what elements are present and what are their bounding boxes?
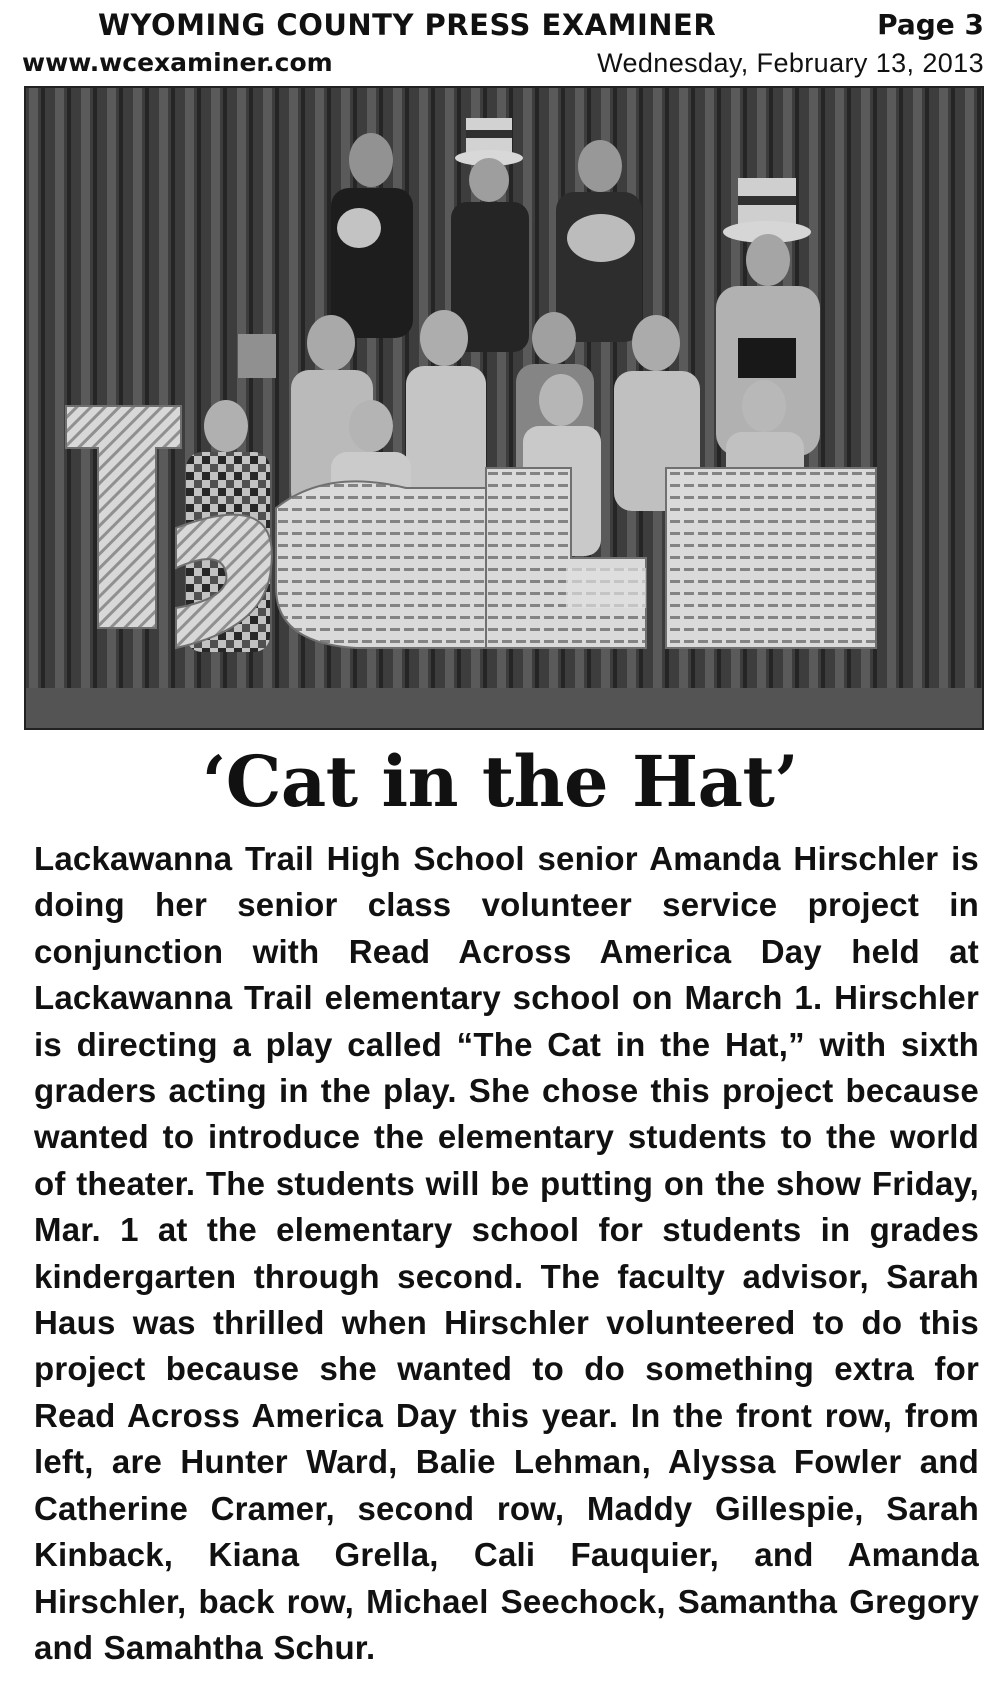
group-photo	[24, 86, 984, 730]
article-caption: Lackawanna Trail High School senior Amanda Hirschler is doing her senior class volunteer service project in conjunction with Read Across America Day held at Lackawanna Trail elementary school on March 1. Hirschler is directing a play called “The Cat in the Hat,” with sixth graders acting in the play. She chose this project because wanted to introduce the elementary students to the world of theater. The students will be putting on the show Friday, Mar. 1 at the elementary school for students in grades kindergarten through second. The faculty advisor, Sarah Haus was thrilled when Hirschler volunteered to do this project because she wanted to do something extra for Read Across America Day this year. In the front row, from left, are Hunter Ward, Balie Lehman, Alyssa Fowler and Catherine Cramer, second row, Maddy Gillespie, Sarah Kinback, Kiana Grella, Cali Fauquier, and Amanda Hirschler, back row, Michael Seechock, Samantha Gregory and Samahtha Schur.	[34, 840, 979, 1666]
masthead	[22, 8, 984, 80]
article-headline: ‘Cat in the Hat’	[201, 740, 799, 823]
newspaper-name: WYOMING COUNTY PRESS EXAMINER	[98, 8, 717, 42]
page-number: Page 3	[877, 8, 984, 41]
publication-date: Wednesday, February 13, 2013	[597, 48, 984, 78]
website-url: www.wcexaminer.com	[22, 48, 333, 77]
group-photo-image	[26, 88, 982, 728]
